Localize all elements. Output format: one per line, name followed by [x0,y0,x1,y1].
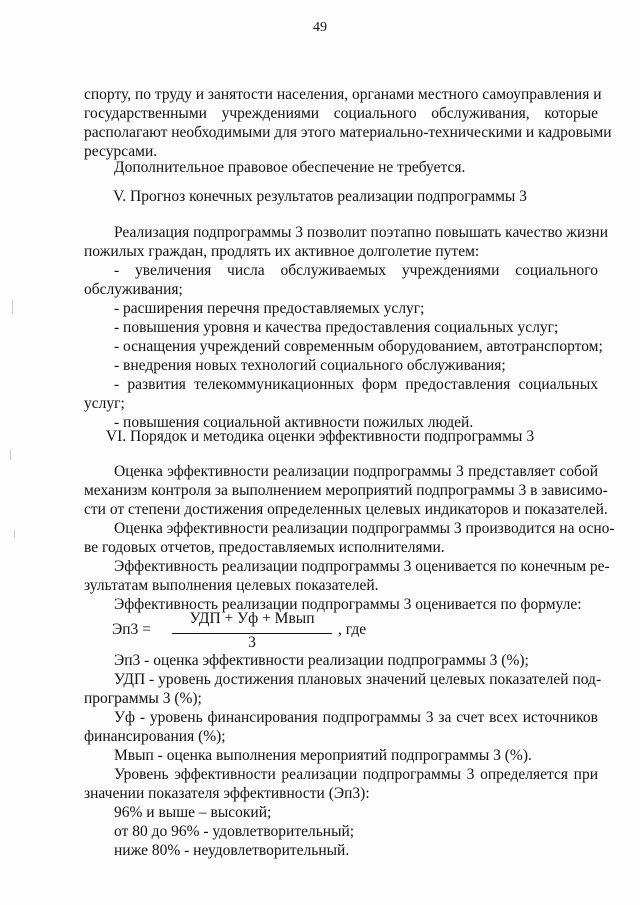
text-line: пожилых граждан, продлять их активное долголетие путем: [84,243,480,260]
formula-suffix: , где [338,621,367,638]
definition-line: от 80 до 96% - удовлетворительный; [114,823,355,840]
list-item: обслуживания; [84,281,183,298]
scan-mark [10,450,11,460]
text-line: механизм контроля за выполнением мероприятий подпрограммы 3 в зависимо- [84,482,608,499]
text-line: зультатам выполнения целевых показателей. [84,577,379,594]
text-line: спорту, по труду и занятости населения, органами местного самоуправления и [84,86,602,103]
definition-line: 96% и выше – высокий; [114,804,272,821]
text-line: ресурсами. [84,143,158,160]
formula-denominator: 3 [248,634,256,651]
list-item: - оснащения учреждений современным оборудованием, автотранспортом; [114,338,603,355]
text-line: Дополнительное правовое обеспечение не требуется. [114,159,466,176]
list-item: - повышения уровня и качества предоставления социальных услуг; [114,319,559,336]
text-line: располагают необходимыми для этого материально-техническими и кадровыми [84,124,612,141]
list-item: - расширения перечня предоставляемых услуг; [114,300,425,317]
definition-line: ниже 80% - неудовлетворительный. [114,842,350,859]
definition-line: Мвып - оценка выполнения мероприятий подпрограммы 3 (%). [114,747,532,764]
page-number: 49 [313,20,327,35]
list-item: - развития телекоммуникационных форм предоставления социальных [114,376,598,393]
text-line: государственными учреждениями социального обслуживания, которые [84,105,598,122]
scan-mark [12,300,13,314]
definition-line: программы 3 (%); [84,690,202,707]
definition-line: УДП - уровень достижения плановых значений целевых показателей под- [114,671,602,688]
list-item: - повышения социальной активности пожилых людей. [114,414,474,431]
scan-mark [14,530,15,538]
section-heading: V. Прогноз конечных результатов реализации подпрограммы 3 [113,188,527,205]
text-line: Эффективность реализации подпрограммы 3 оценивается по формуле: [114,596,582,613]
section-heading: VI. Порядок и методика оценки эффективности подпрограммы 3 [105,428,535,445]
formula-numerator: УДП + Уф + Мвып [189,610,315,627]
definition-line: финансирования (%); [84,728,226,745]
definition-line: Уровень эффективности реализации подпрограммы 3 определяется при [114,766,598,783]
definition-line: Эп3 - оценка эффективности реализации подпрограммы 3 (%); [114,652,529,669]
text-line: сти от степени достижения определенных целевых индикаторов и показателей. [84,501,608,518]
text-line: ве годовых отчетов, предоставляемых исполнителями. [84,539,445,556]
text-line: Эффективность реализации подпрограммы 3 оценивается по конечным ре- [114,558,610,575]
efficiency-formula [112,612,372,656]
list-item: - внедрения новых технологий социального обслуживания; [114,357,506,374]
text-line: Оценка эффективности реализации подпрограммы 3 производится на осно- [114,520,615,537]
definition-line: Уф - уровень финансирования подпрограммы 3 за счет всех источников [114,709,598,726]
text-line: Оценка эффективности реализации подпрограммы 3 представляет собой [114,463,598,480]
text-line: Реализация подпрограммы 3 позволит поэтапно повышать качество жизни [114,224,609,241]
formula-lhs: Эп3 = [112,621,151,638]
list-item: услуг; [84,395,125,412]
list-item: - увеличения числа обслуживаемых учреждениями социального [114,262,598,279]
definition-line: значении показателя эффективности (Эп3): [84,785,370,802]
